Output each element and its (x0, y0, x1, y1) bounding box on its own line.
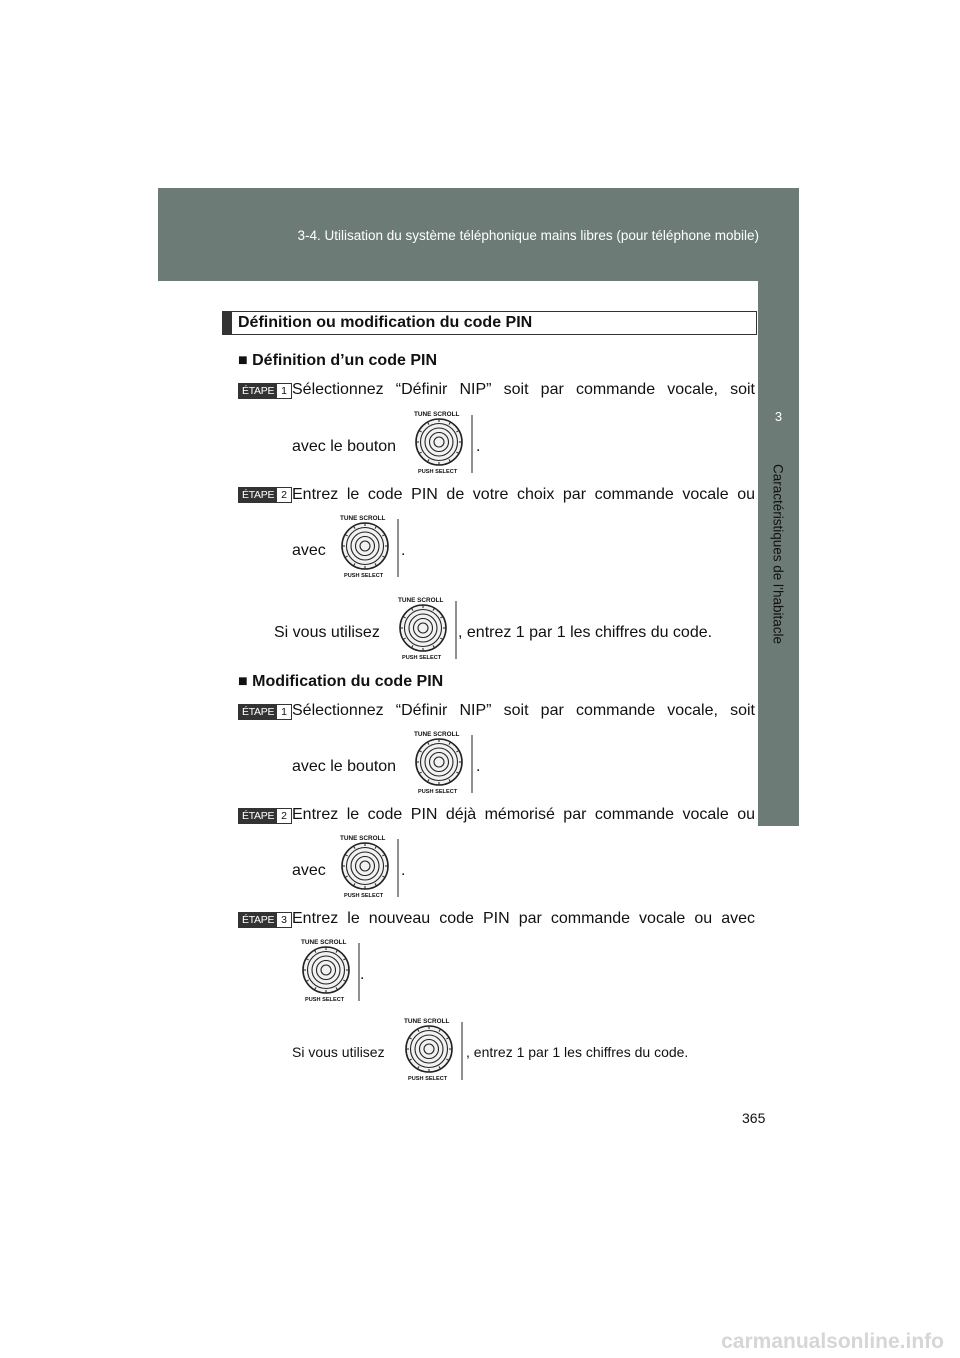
note-text: Si vous utilisez (274, 624, 380, 641)
tune-scroll-knob-icon (406, 407, 476, 475)
step-text: Entrez le code PIN de votre choix par commande vocale ou (292, 486, 755, 503)
knob-label-bottom: PUSH SELECT (418, 469, 458, 475)
step-badge-number: 1 (277, 384, 291, 398)
period: . (401, 862, 406, 879)
step-badge (238, 808, 292, 824)
step-badge-number: 1 (277, 705, 291, 719)
step-badge-number: 2 (277, 809, 291, 823)
knob-label-top: TUNE SCROLL (340, 835, 386, 842)
period: . (360, 966, 365, 983)
knob-label-top: TUNE SCROLL (340, 515, 386, 522)
tune-scroll-knob-icon (293, 935, 363, 1003)
step-badge-label: ÉTAPE (239, 913, 277, 927)
knob-label-top: TUNE SCROLL (414, 411, 460, 418)
chapter-header (158, 188, 799, 281)
step-badge-label: ÉTAPE (239, 809, 277, 823)
knob-label-top: TUNE SCROLL (404, 1018, 450, 1025)
step-badge-label: ÉTAPE (239, 488, 277, 502)
subheading-modify: ■ Modification du code PIN (238, 673, 444, 690)
knob-label-top: TUNE SCROLL (398, 597, 444, 604)
note-text: Si vous utilisez (292, 1044, 385, 1060)
step-badge-number: 2 (277, 488, 291, 502)
knob-label-bottom: PUSH SELECT (408, 1076, 448, 1082)
tune-scroll-knob-icon (332, 831, 402, 899)
subheading-define: ■ Définition d’un code PIN (238, 352, 437, 369)
tune-scroll-knob-icon (396, 1014, 466, 1082)
section-title: Définition ou modification du code PIN (238, 314, 533, 331)
knob-label-top: TUNE SCROLL (414, 731, 460, 738)
knob-label-top: TUNE SCROLL (301, 939, 347, 946)
tune-scroll-knob-icon (332, 511, 402, 579)
knob-label-bottom: PUSH SELECT (402, 655, 442, 661)
tune-scroll-knob-icon (390, 593, 460, 661)
step-badge-label: ÉTAPE (239, 705, 277, 719)
step-text-continued: avec (292, 862, 326, 879)
step-text: Entrez le nouveau code PIN par commande vocale ou avec (292, 910, 755, 927)
step-badge-label: ÉTAPE (239, 384, 277, 398)
knob-label-bottom: PUSH SELECT (418, 789, 458, 795)
period: . (401, 542, 406, 559)
knob-label-bottom: PUSH SELECT (305, 997, 345, 1003)
step-text-continued: avec le bouton (292, 758, 397, 775)
period: . (476, 758, 481, 775)
page-number: 365 (742, 1110, 766, 1126)
note-text: , entrez 1 par 1 les chiffres du code. (466, 1044, 689, 1060)
step-badge (238, 487, 292, 503)
breadcrumb: 3-4. Utilisation du système téléphonique mains libres (pour téléphone mobile) (297, 228, 759, 243)
step-text-continued: avec (292, 542, 326, 559)
step-text-continued: avec le bouton (292, 438, 397, 455)
knob-label-bottom: PUSH SELECT (344, 893, 384, 899)
step-badge (238, 912, 292, 928)
period: . (476, 438, 481, 455)
step-text: Entrez le code PIN déjà mémorisé par commande vocale ou (292, 806, 755, 823)
section-title-box (222, 311, 757, 335)
chapter-title-vertical: Caractéristiques de l’habitacle (770, 463, 786, 645)
step-badge-number: 3 (277, 913, 291, 927)
step-badge (238, 383, 292, 399)
chapter-number: 3 (774, 409, 783, 424)
watermark: carmanualsonline.info (721, 1330, 944, 1353)
tune-scroll-knob-icon (406, 727, 476, 795)
step-text: Sélectionnez “Définir NIP” soit par commande vocale, soit (292, 381, 755, 398)
section-title-marker (223, 312, 232, 334)
step-text: Sélectionnez “Définir NIP” soit par commande vocale, soit (292, 702, 755, 719)
step-badge (238, 704, 292, 720)
note-text: , entrez 1 par 1 les chiffres du code. (458, 624, 713, 641)
knob-label-bottom: PUSH SELECT (344, 573, 384, 579)
